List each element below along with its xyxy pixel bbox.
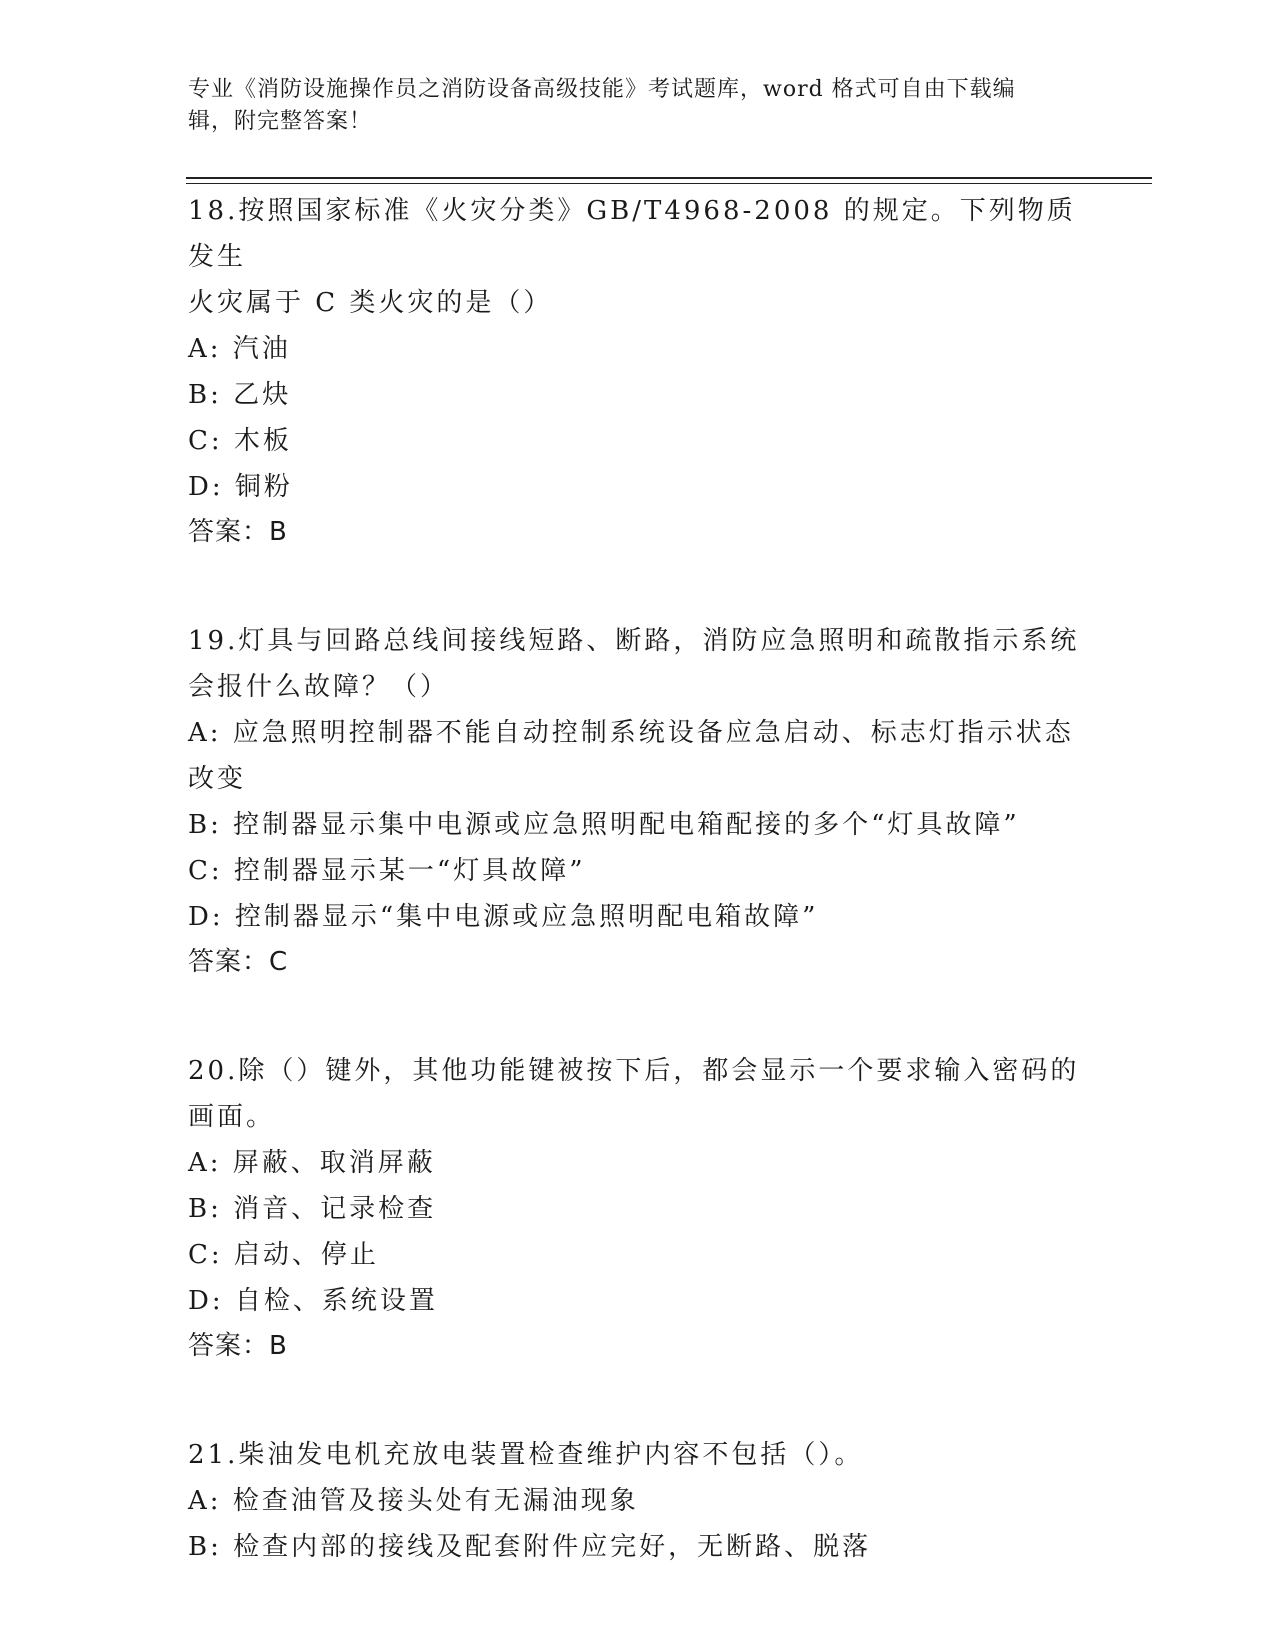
question-stem: 19.灯具与回路总线间接线短路、断路，消防应急照明和疏散指示系统 [188, 626, 1080, 656]
question-block [188, 1048, 1088, 1368]
question-stem: 21.柴油发电机充放电装置检查维护内容不包括（）。 [188, 1440, 864, 1470]
answer-key: 答案：C [188, 947, 289, 977]
answer-option: B: 消音、记录检查 [188, 1194, 437, 1224]
question-stem: 20.除（）键外，其他功能键被按下后，都会显示一个要求输入密码的 [188, 1056, 1080, 1086]
question-stem: 会报什么故障？（） [188, 672, 450, 702]
page-header [188, 74, 1068, 138]
answer-option: A: 应急照明控制器不能自动控制系统设备应急启动、标志灯指示状态 [188, 718, 1074, 748]
answer-option: C: 控制器显示某一“灯具故障” [188, 856, 586, 886]
question-spacer [188, 1368, 1088, 1432]
question-stem: 画面。 [188, 1102, 276, 1132]
answer-option: D: 控制器显示“集中电源或应急照明配电箱故障” [188, 902, 819, 932]
answer-option: 改变 [188, 764, 247, 794]
answer-option: C: 启动、停止 [188, 1240, 379, 1270]
answer-key: 答案：B [188, 517, 288, 547]
answer-option: D: 自检、系统设置 [188, 1286, 438, 1316]
answer-option: A: 汽油 [188, 334, 291, 364]
answer-option: A: 屏蔽、取消屏蔽 [188, 1148, 436, 1178]
answer-option: B: 检查内部的接线及配套附件应完好，无断路、脱落 [188, 1532, 872, 1562]
answer-key: 答案：B [188, 1331, 288, 1361]
question-stem: 火灾属于 C 类火灾的是（） [188, 288, 553, 318]
question-stem: 18.按照国家标准《火灾分类》GB/T4968-2008 的规定。下列物质发生 [188, 196, 1076, 272]
question-block [188, 188, 1088, 554]
question-list [188, 188, 1088, 1570]
question-block [188, 1432, 1088, 1570]
question-spacer [188, 984, 1088, 1048]
answer-option: B: 控制器显示集中电源或应急照明配电箱配接的多个“灯具故障” [188, 810, 1020, 840]
header-divider-thin [186, 183, 1152, 184]
header-line: 专业《消防设施操作员之消防设备高级技能》考试题库，word 格式可自由下载编 [188, 77, 1016, 102]
answer-option: A: 检查油管及接头处有无漏油现象 [188, 1486, 639, 1516]
question-spacer [188, 554, 1088, 618]
answer-option: C: 木板 [188, 426, 292, 456]
header-line: 辑，附完整答案！ [188, 109, 373, 134]
question-block [188, 618, 1088, 984]
answer-option: D: 铜粉 [188, 472, 293, 502]
answer-option: B: 乙炔 [188, 380, 292, 410]
header-divider-thick [186, 177, 1152, 179]
